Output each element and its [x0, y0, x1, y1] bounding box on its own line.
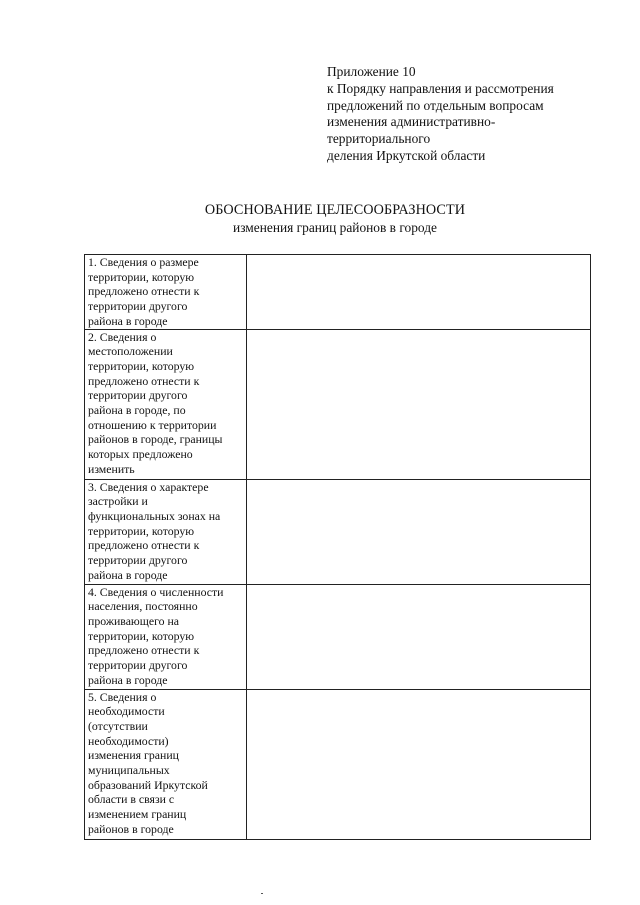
row-label-line: территории, которую: [88, 523, 195, 538]
table-row: [85, 255, 591, 330]
row-label-line: района в городе: [88, 313, 168, 328]
row-label-line: необходимости: [88, 704, 165, 719]
row-label-line: 3. Сведения о характере: [88, 479, 209, 494]
row-label-line: (отсутствии: [88, 718, 148, 733]
row-label-line: района в городе, по: [88, 403, 186, 418]
row-label-line: изменением границ: [88, 807, 187, 822]
row-label-line: населения, постоянно: [88, 599, 198, 614]
row-label-line: 2. Сведения о: [88, 329, 157, 344]
row-label-line: функциональных зонах на: [88, 508, 221, 523]
row-value-cell[interactable]: [247, 689, 591, 839]
row-label-line: территории, которую: [88, 358, 195, 373]
row-label-line: образований Иркутской: [88, 777, 208, 792]
row-label-line: районов в городе: [88, 821, 174, 836]
document-title-block: [0, 202, 640, 236]
row-label-line: района в городе: [88, 672, 168, 687]
row-label-line: изменить: [88, 461, 135, 476]
appendix-line: к Порядку направления и рассмотрения: [327, 80, 554, 96]
appendix-line: территориального: [327, 131, 431, 147]
row-value-cell[interactable]: [247, 255, 591, 330]
appendix-line: изменения административно-: [327, 114, 496, 130]
row-value-cell[interactable]: [247, 329, 591, 479]
row-label-line: застройки и: [88, 494, 148, 509]
row-label-line: района в городе: [88, 567, 168, 582]
row-label-line: которых предложено: [88, 447, 193, 462]
row-label-line: предложено отнести к: [88, 373, 200, 388]
row-label-cell: [85, 584, 247, 689]
appendix-line: деления Иркутской области: [327, 147, 486, 163]
row-label-line: области в связи с: [88, 792, 175, 807]
row-label-line: предложено отнести к: [88, 538, 200, 553]
row-label-cell: [85, 479, 247, 584]
scan-speck: [261, 893, 263, 894]
row-label-cell: [85, 689, 247, 839]
row-label-line: территории другого: [88, 658, 188, 673]
row-label-line: территории, которую: [88, 269, 195, 284]
row-label-cell: [85, 329, 247, 479]
row-label-cell: [85, 255, 247, 330]
row-label-line: районов в городе, границы: [88, 432, 223, 447]
row-label-line: территории другого: [88, 553, 188, 568]
document-subtitle: изменения границ районов в городе: [233, 220, 437, 235]
table-row: [85, 689, 591, 839]
row-label-line: отношению к территории: [88, 417, 217, 432]
row-label-line: 1. Сведения о размере: [88, 255, 199, 269]
table-row: [85, 479, 591, 584]
row-label-line: муниципальных: [88, 763, 170, 778]
table-row: [85, 584, 591, 689]
row-label-line: проживающего на: [88, 613, 180, 628]
table-row: [85, 329, 591, 479]
row-value-cell[interactable]: [247, 584, 591, 689]
row-label-line: изменения границ: [88, 748, 179, 763]
appendix-line: Приложение 10: [327, 64, 416, 79]
row-label-line: предложено отнести к: [88, 643, 200, 658]
row-label-line: 4. Сведения о численности: [88, 584, 224, 599]
row-label-line: 5. Сведения о: [88, 689, 157, 704]
row-label-line: территории, которую: [88, 628, 195, 643]
document-title: ОБОСНОВАНИЕ ЦЕЛЕСООБРАЗНОСТИ: [204, 202, 466, 218]
row-label-line: необходимости): [88, 733, 169, 748]
justification-table: [84, 254, 591, 840]
row-label-line: территории другого: [88, 299, 188, 314]
row-value-cell[interactable]: [247, 479, 591, 584]
row-label-line: предложено отнести к: [88, 284, 200, 299]
row-label-line: местоположении: [88, 344, 173, 359]
appendix-line: предложений по отдельным вопросам: [327, 97, 544, 113]
row-label-line: территории другого: [88, 388, 188, 403]
appendix-header: [327, 64, 617, 165]
